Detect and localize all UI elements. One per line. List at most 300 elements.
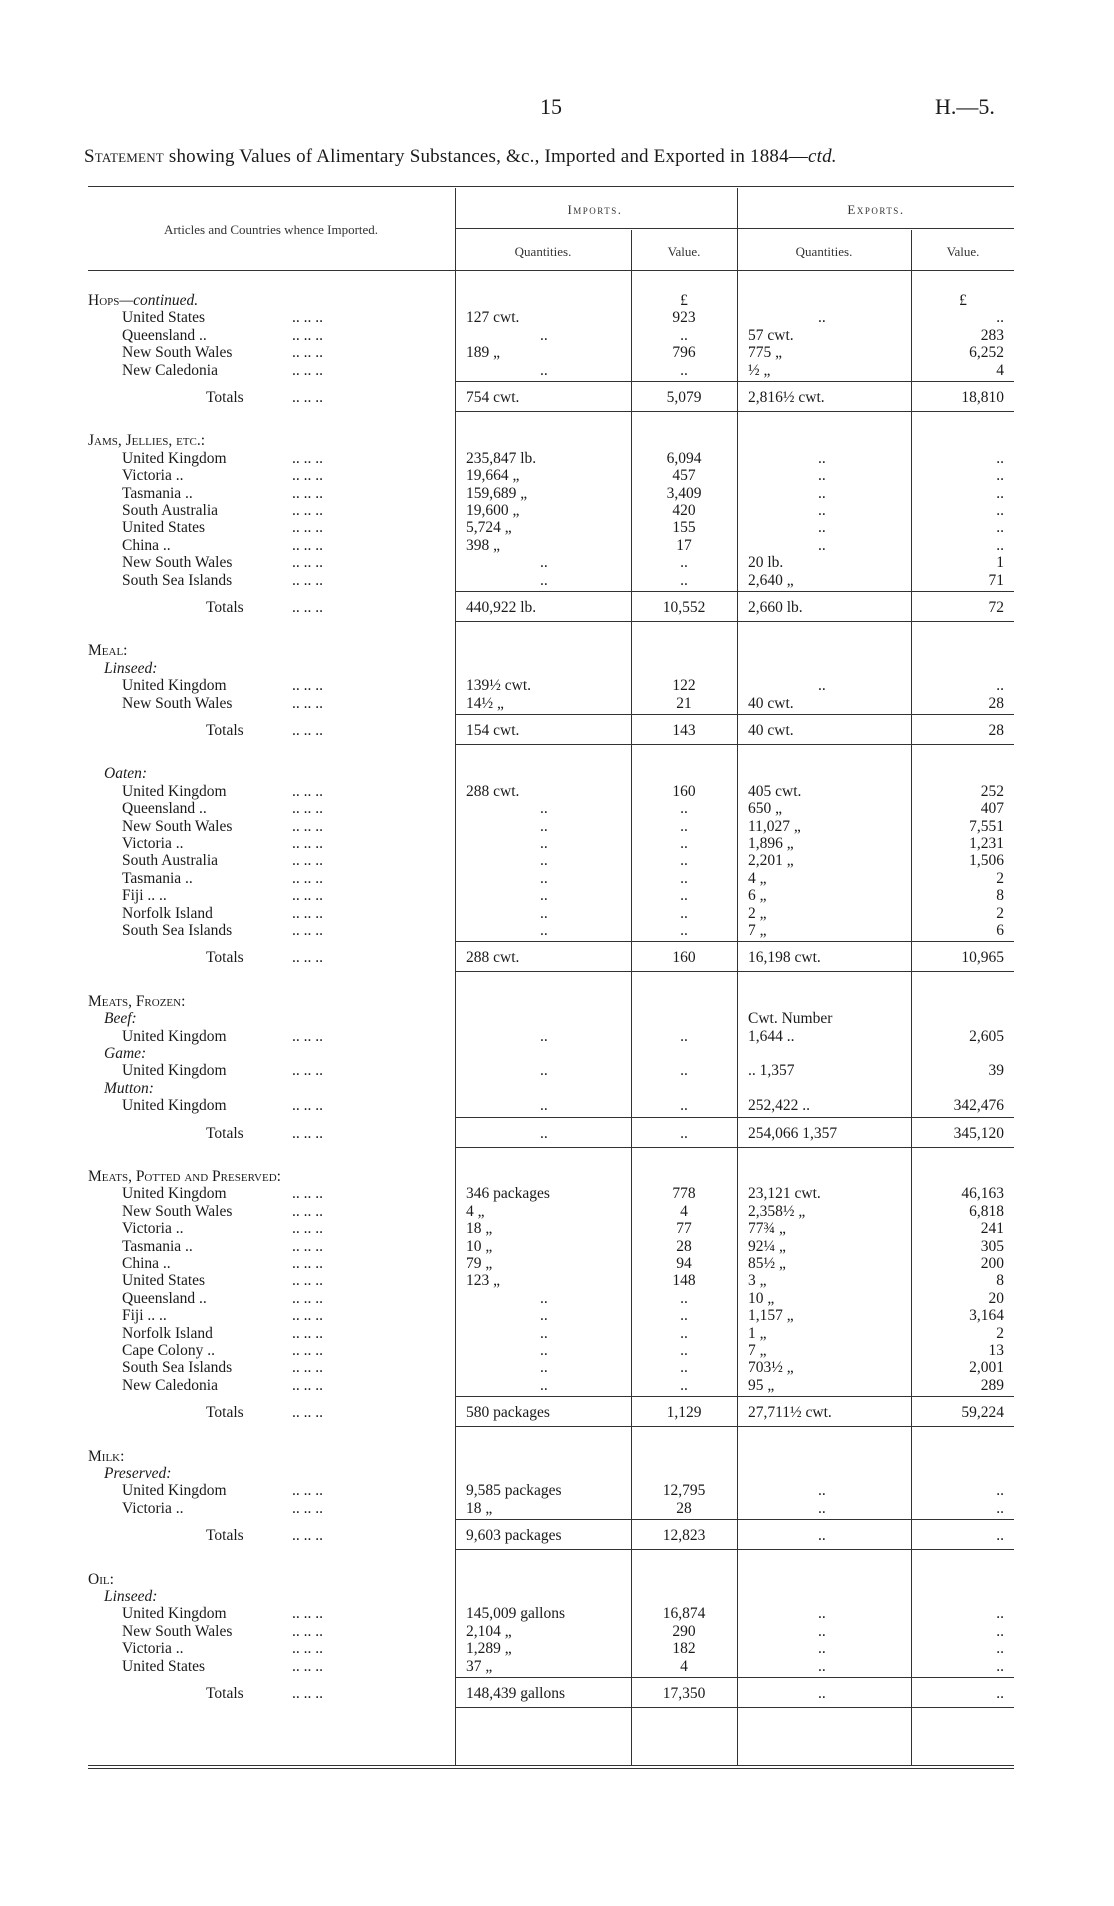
import-quantity: .. xyxy=(540,1289,548,1307)
import-value: .. xyxy=(680,817,688,835)
import-quantity: 127 cwt. xyxy=(466,309,520,327)
import-value: 457 xyxy=(672,467,696,485)
export-quantity: 4 „ xyxy=(748,869,767,887)
country-label: United Kingdom xyxy=(122,449,227,467)
export-value: .. xyxy=(996,449,1004,467)
currency-symbol: £ xyxy=(959,292,967,309)
import-value: 77 xyxy=(676,1220,692,1238)
export-value: .. xyxy=(996,1622,1004,1640)
leader-dots: .. .. .. xyxy=(292,1255,323,1272)
totals-rule-bottom xyxy=(456,971,1014,972)
import-value: 796 xyxy=(672,344,696,362)
subsection-label: Mutton: xyxy=(104,1079,154,1097)
section-label: Meal: xyxy=(88,642,128,660)
title-caps: Statement xyxy=(84,146,164,167)
totals-rule xyxy=(456,1519,1014,1520)
export-value: .. xyxy=(996,1482,1004,1500)
section-heading xyxy=(88,1448,124,1465)
import-value: 778 xyxy=(672,1185,696,1203)
export-value: 13 xyxy=(988,1342,1004,1359)
export-quantity: 7 „ xyxy=(748,1342,767,1359)
export-quantity: .. xyxy=(818,1482,826,1500)
export-quantity: .. xyxy=(818,1640,826,1658)
totals-rule xyxy=(456,1677,1014,1678)
page-reference: H.—5. xyxy=(935,94,995,119)
import-value: .. xyxy=(680,1062,688,1080)
export-quantity: 252,422 .. xyxy=(748,1097,810,1115)
totals-label: Totals xyxy=(206,949,244,967)
import-value-total: 12,823 xyxy=(662,1527,706,1545)
imports-header: Imports. xyxy=(567,202,623,217)
leader-dots: .. .. .. xyxy=(292,1220,323,1238)
export-quantity: .. xyxy=(818,309,826,327)
section-heading xyxy=(88,292,198,309)
exp-quantities-header: Quantities. xyxy=(795,244,853,259)
leader-dots: .. .. .. xyxy=(292,1605,323,1623)
country-label: Cape Colony .. xyxy=(122,1342,215,1359)
country-label: China .. xyxy=(122,1255,171,1272)
import-quantity: .. xyxy=(540,852,548,870)
country-label: United Kingdom xyxy=(122,1027,227,1045)
import-value: 148 xyxy=(672,1272,696,1290)
export-value: .. xyxy=(996,519,1004,537)
import-quantity: .. xyxy=(540,361,548,379)
leader-dots: .. .. .. xyxy=(292,599,323,616)
import-quantity: 10 „ xyxy=(466,1237,493,1255)
import-quantity-total: .. xyxy=(540,1124,548,1142)
export-quantity: 2,358½ „ xyxy=(748,1202,806,1220)
import-value: 17 xyxy=(676,536,692,554)
totals-rule-bottom xyxy=(456,1707,1014,1708)
totals-label: Totals xyxy=(206,599,244,616)
export-value-total: 18,810 xyxy=(961,389,1004,406)
import-quantity: 19,600 „ xyxy=(466,502,520,519)
import-value: .. xyxy=(680,1027,688,1045)
import-value: 4 xyxy=(680,1202,688,1220)
section-label: Oil: xyxy=(88,1570,114,1588)
leader-dots: .. .. .. xyxy=(292,519,323,537)
import-quantity: 5,724 „ xyxy=(466,519,512,537)
export-value: 1 xyxy=(996,554,1004,572)
leader-dots: .. .. .. xyxy=(292,1622,323,1640)
section-heading xyxy=(88,1571,114,1588)
export-quantity: 703½ „ xyxy=(748,1359,794,1377)
export-value-total: 345,120 xyxy=(953,1124,1004,1142)
imp-value-header: Value. xyxy=(667,244,701,259)
export-quantity: 85½ „ xyxy=(748,1255,786,1272)
country-label: South Australia xyxy=(122,502,219,519)
totals-label: Totals xyxy=(206,389,244,406)
leader-dots: .. .. .. xyxy=(292,949,323,967)
import-quantity: .. xyxy=(540,869,548,887)
import-value: .. xyxy=(680,571,688,589)
export-value: 39 xyxy=(988,1062,1004,1080)
leader-dots: .. .. .. xyxy=(292,1062,323,1080)
import-value: .. xyxy=(680,554,688,572)
subsection-label: Linseed: xyxy=(104,659,158,677)
import-value: 6,094 xyxy=(666,449,702,467)
leader-dots: .. .. .. xyxy=(292,800,323,818)
export-value: 2 xyxy=(996,904,1004,922)
import-quantity: 37 „ xyxy=(466,1657,493,1675)
export-value: .. xyxy=(996,1657,1004,1675)
export-quantity: .. xyxy=(818,536,826,554)
export-quantity: .. xyxy=(818,1499,826,1517)
title-italic: ctd. xyxy=(808,146,837,167)
leader-dots: .. .. .. xyxy=(292,817,323,835)
section-heading xyxy=(88,432,205,449)
leader-dots: .. .. .. xyxy=(292,694,323,712)
country-label: Tasmania .. xyxy=(122,1237,193,1255)
export-quantity: .. xyxy=(818,467,826,485)
export-value: 4 xyxy=(996,361,1004,379)
import-value: 923 xyxy=(672,309,696,327)
section-label: Meats, Potted and Preserved: xyxy=(88,1168,281,1185)
country-label: New South Wales xyxy=(122,1202,233,1220)
leader-dots: .. .. .. xyxy=(292,389,323,406)
leader-dots: .. .. .. xyxy=(292,852,323,870)
section-continued: —continued. xyxy=(119,292,199,309)
export-value-total: 28 xyxy=(988,722,1004,739)
import-value: .. xyxy=(680,361,688,379)
export-quantity-total: 27,711½ cwt. xyxy=(748,1404,832,1422)
import-quantity: .. xyxy=(540,1097,548,1115)
export-value: 6 xyxy=(996,922,1004,939)
export-quantity: .. 1,357 xyxy=(748,1062,795,1080)
export-value: .. xyxy=(996,309,1004,327)
export-value: .. xyxy=(996,484,1004,502)
import-value: .. xyxy=(680,1376,688,1394)
leader-dots: .. .. .. xyxy=(292,922,323,939)
country-label: United States xyxy=(122,1272,206,1290)
leader-dots: .. .. .. xyxy=(292,1657,323,1675)
leader-dots: .. .. .. xyxy=(292,1342,323,1359)
subsection-label: Game: xyxy=(104,1045,147,1062)
export-quantity: 7 „ xyxy=(748,922,767,939)
country-label: Victoria .. xyxy=(122,835,184,852)
import-value-total: 143 xyxy=(672,722,696,739)
export-value: .. xyxy=(996,536,1004,554)
export-quantity: ½ „ xyxy=(748,361,771,379)
export-quantity: 20 lb. xyxy=(748,554,784,572)
import-value: .. xyxy=(680,1289,688,1307)
leader-dots: .. .. .. xyxy=(292,1272,323,1290)
export-quantity: 1,644 .. xyxy=(748,1027,795,1045)
subsection-label: Oaten: xyxy=(104,765,148,783)
leader-dots: .. .. .. xyxy=(292,502,323,519)
import-quantity: 139½ cwt. xyxy=(466,677,532,695)
import-value-total: 1,129 xyxy=(666,1404,702,1422)
leader-dots: .. .. .. xyxy=(292,1202,323,1220)
export-quantity: 92¼ „ xyxy=(748,1237,786,1255)
import-quantity: 346 packages xyxy=(466,1185,550,1203)
import-quantity-total: 580 packages xyxy=(466,1404,550,1422)
export-quantity: 77¾ „ xyxy=(748,1220,786,1238)
import-value: .. xyxy=(680,1307,688,1325)
export-value: 1,506 xyxy=(969,852,1004,870)
country-label: South Sea Islands xyxy=(122,1359,233,1377)
export-quantity: .. xyxy=(818,1622,826,1640)
import-value-total: 17,350 xyxy=(662,1685,706,1702)
export-quantity-total: .. xyxy=(818,1527,826,1545)
totals-rule xyxy=(456,381,1014,382)
import-quantity: .. xyxy=(540,904,548,922)
leader-dots: .. .. .. xyxy=(292,467,323,485)
country-label: New South Wales xyxy=(122,817,233,835)
export-unit-header: Cwt. Number xyxy=(748,1010,833,1028)
exports-header: Exports. xyxy=(847,202,905,217)
country-label: Norfolk Island xyxy=(122,904,213,922)
export-quantity: .. xyxy=(818,677,826,695)
leader-dots: .. .. .. xyxy=(292,536,323,554)
export-value: 3,164 xyxy=(969,1307,1004,1325)
country-label: Queensland .. xyxy=(122,326,207,344)
import-quantity: 189 „ xyxy=(466,344,501,362)
page-number: 15 xyxy=(540,94,562,119)
import-quantity: 79 „ xyxy=(466,1255,493,1272)
import-quantity-total: 288 cwt. xyxy=(466,949,520,967)
export-quantity: 10 „ xyxy=(748,1289,775,1307)
country-label: United Kingdom xyxy=(122,1605,227,1623)
export-value: .. xyxy=(996,1499,1004,1517)
export-quantity: .. xyxy=(818,1657,826,1675)
totals-rule xyxy=(456,941,1014,942)
totals-rule xyxy=(456,591,1014,592)
export-quantity: 775 „ xyxy=(748,344,783,362)
export-value: 20 xyxy=(988,1289,1004,1307)
import-quantity: .. xyxy=(540,1342,548,1359)
import-quantity: 1,289 „ xyxy=(466,1640,512,1658)
export-quantity: 23,121 cwt. xyxy=(748,1185,821,1203)
import-quantity: .. xyxy=(540,554,548,572)
import-value: 420 xyxy=(672,502,696,519)
export-value-total: 10,965 xyxy=(961,949,1004,967)
import-quantity: .. xyxy=(540,326,548,344)
totals-rule-bottom xyxy=(456,411,1014,412)
leader-dots: .. .. .. xyxy=(292,1359,323,1377)
import-quantity: .. xyxy=(540,1062,548,1080)
import-value: .. xyxy=(680,800,688,818)
export-quantity: 650 „ xyxy=(748,800,783,818)
export-value-total: .. xyxy=(996,1527,1004,1545)
export-value: 2 xyxy=(996,1324,1004,1342)
import-value-total: .. xyxy=(680,1124,688,1142)
import-quantity-total: 440,922 lb. xyxy=(466,599,537,616)
export-value: 28 xyxy=(988,694,1004,712)
import-quantity: 398 „ xyxy=(466,536,501,554)
country-label: United Kingdom xyxy=(122,1482,227,1500)
import-value: 290 xyxy=(672,1622,696,1640)
import-quantity: 9,585 packages xyxy=(466,1482,562,1500)
leader-dots: .. .. .. xyxy=(292,344,323,362)
import-value: 28 xyxy=(676,1237,692,1255)
import-quantity: .. xyxy=(540,1324,548,1342)
leader-dots: .. .. .. xyxy=(292,1404,323,1422)
import-quantity: 4 „ xyxy=(466,1202,485,1220)
export-quantity: 1 „ xyxy=(748,1324,767,1342)
import-quantity: 14½ „ xyxy=(466,694,504,712)
leader-dots: .. .. .. xyxy=(292,1482,323,1500)
totals-rule xyxy=(456,1117,1014,1118)
country-label: South Australia xyxy=(122,852,219,870)
import-value: 16,874 xyxy=(662,1605,706,1623)
import-value: .. xyxy=(680,869,688,887)
totals-label: Totals xyxy=(206,1527,244,1545)
export-value: 2,605 xyxy=(969,1027,1004,1045)
export-quantity-total: 254,066 1,357 xyxy=(748,1124,838,1142)
country-label: Norfolk Island xyxy=(122,1324,213,1342)
import-value: .. xyxy=(680,1324,688,1342)
export-value-total: 59,224 xyxy=(961,1404,1004,1422)
import-value-total: 10,552 xyxy=(662,599,706,616)
import-value: 122 xyxy=(672,677,696,695)
export-quantity-total: 2,816½ cwt. xyxy=(748,389,825,406)
import-quantity: .. xyxy=(540,1307,548,1325)
import-quantity: .. xyxy=(540,1359,548,1377)
import-value: .. xyxy=(680,852,688,870)
leader-dots: .. .. .. xyxy=(292,869,323,887)
leader-dots: .. .. .. xyxy=(292,1289,323,1307)
leader-dots: .. .. .. xyxy=(292,1307,323,1325)
totals-rule xyxy=(456,714,1014,715)
export-value: 200 xyxy=(980,1255,1004,1272)
export-quantity: 57 cwt. xyxy=(748,326,794,344)
country-label: Victoria .. xyxy=(122,1499,184,1517)
import-quantity: 145,009 gallons xyxy=(466,1605,566,1623)
import-quantity-total: 754 cwt. xyxy=(466,389,520,406)
leader-dots: .. .. .. xyxy=(292,904,323,922)
country-label: United Kingdom xyxy=(122,1097,227,1115)
import-quantity: .. xyxy=(540,887,548,905)
import-value-total: 5,079 xyxy=(666,389,702,406)
totals-rule-bottom xyxy=(456,744,1014,745)
country-label: United States xyxy=(122,309,206,327)
section-label: Hops xyxy=(88,292,120,309)
import-quantity: 288 cwt. xyxy=(466,782,520,800)
country-label: New Caledonia xyxy=(122,361,218,379)
leader-dots: .. .. .. xyxy=(292,887,323,905)
export-quantity-total: 40 cwt. xyxy=(748,722,794,739)
leader-dots: .. .. .. xyxy=(292,1237,323,1255)
import-quantity: .. xyxy=(540,800,548,818)
country-label: United States xyxy=(122,1657,206,1675)
import-value: .. xyxy=(680,1342,688,1359)
articles-header: Articles and Countries whence Imported. xyxy=(163,222,379,237)
export-value-total: 72 xyxy=(988,599,1004,616)
export-value: 2 xyxy=(996,869,1004,887)
section-label: Jams, Jellies, etc.: xyxy=(88,432,206,450)
import-value: .. xyxy=(680,904,688,922)
import-value: 3,409 xyxy=(666,484,702,502)
export-quantity: .. xyxy=(818,484,826,502)
export-value: 46,163 xyxy=(961,1185,1004,1203)
leader-dots: .. .. .. xyxy=(292,1097,323,1115)
country-label: United States xyxy=(122,519,206,537)
country-label: South Sea Islands xyxy=(122,922,233,939)
leader-dots: .. .. .. xyxy=(292,1124,323,1142)
export-value: .. xyxy=(996,1640,1004,1658)
export-quantity: 3 „ xyxy=(748,1272,767,1290)
leader-dots: .. .. .. xyxy=(292,677,323,695)
export-value: 8 xyxy=(996,1272,1004,1290)
export-value: 283 xyxy=(980,326,1004,344)
export-quantity-total: 16,198 cwt. xyxy=(748,949,821,967)
totals-label: Totals xyxy=(206,722,244,739)
export-value: 407 xyxy=(980,800,1004,818)
export-quantity: 1,157 „ xyxy=(748,1307,794,1325)
export-value: 305 xyxy=(980,1237,1004,1255)
export-value: .. xyxy=(996,502,1004,519)
leader-dots: .. .. .. xyxy=(292,1376,323,1394)
import-quantity-total: 9,603 packages xyxy=(466,1527,562,1545)
export-quantity: 2 „ xyxy=(748,904,767,922)
export-value: 71 xyxy=(988,571,1004,589)
country-label: Tasmania .. xyxy=(122,869,193,887)
country-label: Fiji .. .. xyxy=(122,887,167,905)
import-quantity: 159,689 „ xyxy=(466,484,528,502)
leader-dots: .. .. .. xyxy=(292,309,323,327)
import-quantity: 18 „ xyxy=(466,1499,493,1517)
import-quantity: .. xyxy=(540,817,548,835)
totals-rule-bottom xyxy=(456,1549,1014,1550)
import-quantity: 235,847 lb. xyxy=(466,449,537,467)
export-quantity: 1,896 „ xyxy=(748,835,794,852)
leader-dots: .. .. .. xyxy=(292,326,323,344)
country-label: United Kingdom xyxy=(122,1185,227,1203)
country-label: South Sea Islands xyxy=(122,571,233,589)
import-quantity: 123 „ xyxy=(466,1272,501,1290)
totals-rule-bottom xyxy=(456,1147,1014,1148)
country-label: Victoria .. xyxy=(122,467,184,485)
import-value: 28 xyxy=(676,1499,692,1517)
import-value: 94 xyxy=(676,1255,692,1272)
import-quantity-total: 154 cwt. xyxy=(466,722,520,739)
import-value: .. xyxy=(680,835,688,852)
export-value: .. xyxy=(996,677,1004,695)
import-quantity: 2,104 „ xyxy=(466,1622,512,1640)
leader-dots: .. .. .. xyxy=(292,782,323,800)
import-quantity: .. xyxy=(540,571,548,589)
import-value: 155 xyxy=(672,519,696,537)
totals-label: Totals xyxy=(206,1124,244,1142)
import-quantity-total: 148,439 gallons xyxy=(466,1685,566,1702)
country-label: Queensland .. xyxy=(122,1289,207,1307)
export-value: 6,252 xyxy=(969,344,1004,362)
import-value: 12,795 xyxy=(662,1482,706,1500)
leader-dots: .. .. .. xyxy=(292,1685,323,1702)
section-label: Meats, Frozen: xyxy=(88,992,186,1010)
country-label: China .. xyxy=(122,536,171,554)
country-label: New South Wales xyxy=(122,694,233,712)
import-quantity: 19,664 „ xyxy=(466,467,520,485)
country-label: Fiji .. .. xyxy=(122,1307,167,1325)
export-quantity: 6 „ xyxy=(748,887,767,905)
import-value: .. xyxy=(680,922,688,939)
leader-dots: .. .. .. xyxy=(292,722,323,739)
totals-label: Totals xyxy=(206,1685,244,1702)
import-value-total: 160 xyxy=(672,949,696,967)
import-quantity: .. xyxy=(540,922,548,939)
import-quantity: .. xyxy=(540,1376,548,1394)
export-quantity: 95 „ xyxy=(748,1376,775,1394)
leader-dots: .. .. .. xyxy=(292,571,323,589)
import-value: .. xyxy=(680,326,688,344)
title-text: showing Values of Alimentary Substances, &c., Imported and Exported in 1884— xyxy=(163,146,808,167)
import-value: 182 xyxy=(672,1640,696,1658)
totals-rule xyxy=(456,1396,1014,1397)
export-value: 342,476 xyxy=(953,1097,1004,1115)
country-label: Queensland .. xyxy=(122,800,207,818)
